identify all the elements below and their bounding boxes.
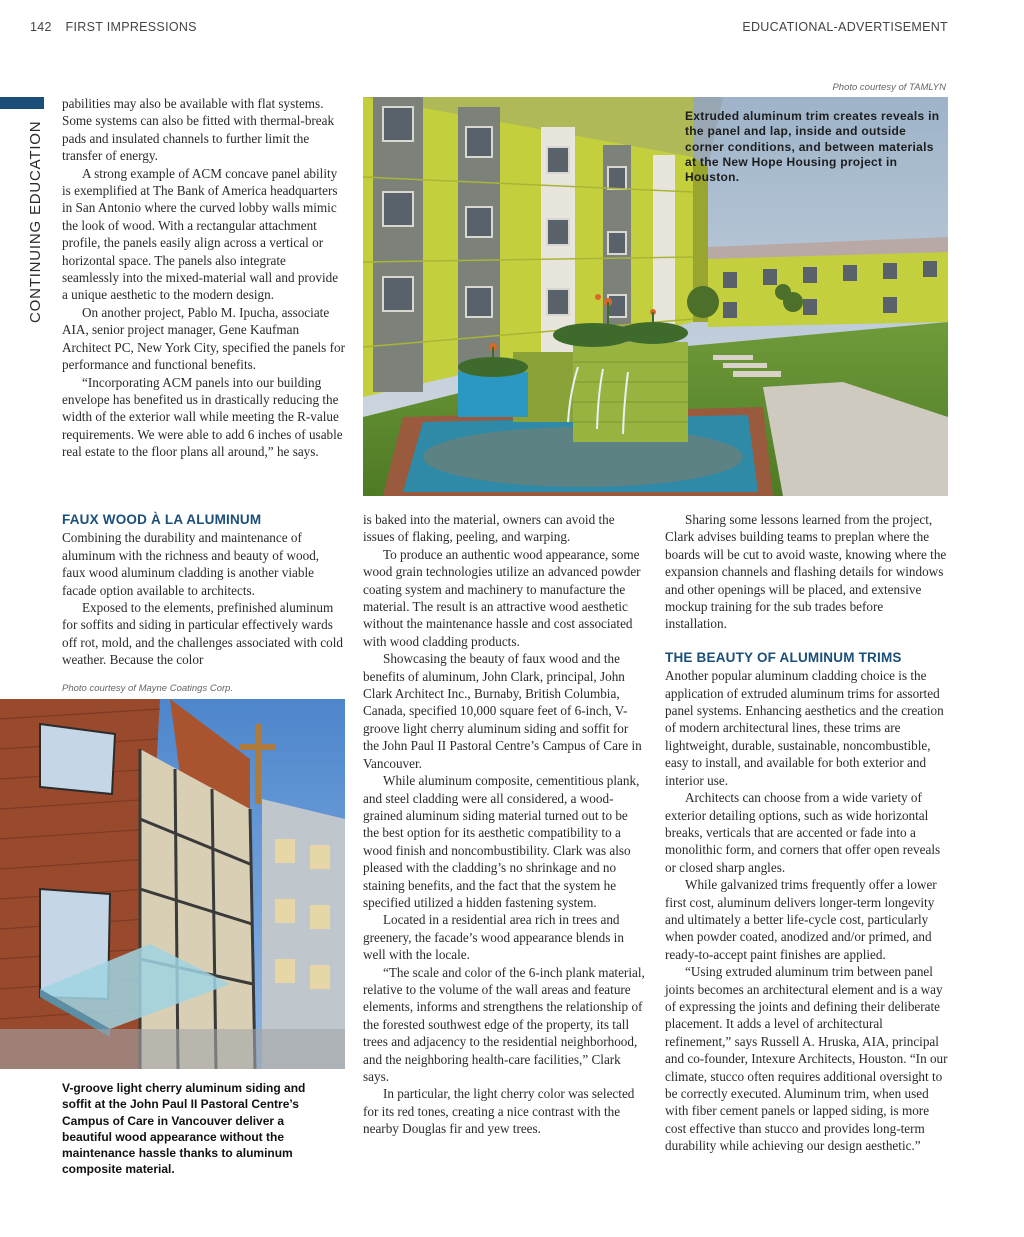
section-title: FIRST IMPRESSIONS [65, 20, 197, 34]
column-1-section [62, 511, 345, 669]
body-paragraph: “The scale and color of the 6-inch plank material, relative to the volume of the wall areas and feature elements, informs and strengthens the relationship of the forested southwest edge of the property, its tall trees and adjacency to the residential neighborhood, and the neighboring health-care facilities,” Clark says. [363, 964, 645, 1084]
column-2-text [363, 511, 646, 1138]
continuing-education-label: CONTINUING EDUCATION [27, 120, 44, 323]
body-paragraph: In particular, the light cherry color was selected for its red tones, creating a nice contrast with the nearby Douglas fir and yew trees. [363, 1086, 635, 1137]
section-heading-aluminum-trims: THE BEAUTY OF ALUMINUM TRIMS [665, 649, 902, 665]
bottom-photo-caption: V-groove light cherry aluminum siding and soffit at the John Paul II Pastoral Centre’s Campus of Care in Vancouver deliver a beautiful wood appearance without the maintenance hassle thanks to aluminum composite material. [62, 1081, 306, 1177]
body-paragraph: is baked into the material, owners can avoid the issues of flaking, peeling, and warping. [363, 512, 615, 545]
top-photo-caption: Extruded aluminum trim creates reveals in the panel and lap, inside and outside corner conditions, and between materials at the New Hope Housing project in Houston. [685, 109, 940, 185]
body-paragraph: On another project, Pablo M. Ipucha, associate AIA, senior project manager, Gene Kaufman Architect PC, New York City, specified the panels for performance and functional benefits. [62, 304, 345, 373]
body-paragraph: While aluminum composite, cementitious plank, and steel cladding were all considered, a wood-grained aluminum siding material turned out to be the best option for its aesthetic compatibility to a wood finish and noncombustibility. Clark was also pleased with the cladding’s no shrinkage and no staining benefits, and the fact that the system he specified utilized a hidden fastening system. [363, 773, 640, 910]
body-paragraph: Another popular aluminum cladding choice is the application of extruded aluminum trims for assorted panel systems. Enhancing aesthetics and the creation of modern architectural lines, these trims are lightweight, durable, sustainable, noncombustible, easy to install, and available for both exterior and interior use. [665, 668, 944, 788]
body-paragraph: Combining the durability and maintenance of aluminum with the richness and beauty of wood, faux wood aluminum cladding is another viable facade option available to architects. [62, 530, 320, 598]
bottom-photo-credit: Photo courtesy of Mayne Coatings Corp. [62, 683, 234, 694]
body-paragraph: pabilities may also be available with flat systems. Some systems can also be fitted with thermal-break pads and insulated channels to further limit the transfer of energy. [62, 96, 335, 164]
pastoral-centre-photo [0, 699, 345, 1069]
page-number: 142 [30, 20, 52, 34]
sidebar-accent-bar [0, 97, 44, 109]
body-paragraph: “Incorporating ACM panels into our building envelope has benefited us in drastically reducing the width of the exterior wall while meeting the R-value requirements. We were able to add 6 inches of usable real estate to the floor plans all around,” he says. [62, 374, 343, 460]
section-heading-faux-wood: FAUX WOOD À LA ALUMINUM [62, 512, 262, 527]
body-paragraph: Exposed to the elements, prefinished aluminum for soffits and siding in particular effectively wards off rot, mold, and the challenges associated with cold weather. Because the color [62, 600, 344, 668]
body-paragraph: Architects can choose from a wide variety of exterior detailing options, such as wide horizontal breaks, verticals that are accented or fade into a monolithic form, and corners that offer open reveals or closed sharp angles. [665, 790, 941, 875]
body-paragraph: A strong example of ACM concave panel ability is exemplified at The Bank of America headquarters in San Antonio where the curved lobby walls mimic the look of wood. With a rectangular attachment profile, the panels easily align across a vertical or horizontal space. The panels also integrate seamlessly into the mixed-material wall and provide a unique aesthetic to the modern design. [62, 165, 339, 303]
body-paragraph: Located in a residential area rich in trees and greenery, the facade’s wood appearance blends in well with the locale. [363, 912, 624, 963]
body-paragraph: Showcasing the beauty of faux wood and the benefits of aluminum, John Clark, principal, John Clark Architect Inc., Burnaby, British Columbia, Canada, specified 10,000 square feet of 6-inch, V-groove light cherry aluminum siding and soffit for the John Paul II Pastoral Centre’s Campus of Care in Vancouver. [363, 651, 642, 771]
top-photo-credit: Photo courtesy of TAMLYN [832, 82, 946, 93]
body-paragraph: To produce an authentic wood appearance, some wood grain technologies utilize an advanced powder coating system and machinery to manufacture the material. The result is an attractive wood aesthetic without the maintenance hassle and cost associated with wood cladding products. [363, 546, 641, 649]
pastoral-centre-illustration [0, 699, 345, 1069]
body-paragraph: Sharing some lessons learned from the project, Clark advises building teams to preplan where the boards will be cut to avoid waste, knowing where the expansion channels and flashing details for windows and other openings will be placed, and extensive mockup training for the sub trades before installation. [665, 512, 947, 632]
column-1-top-text [62, 95, 345, 461]
body-paragraph: “Using extruded aluminum trim between panel joints becomes an architectural element and is a way of expressing the joints and defining their deliberate placement. It adds a level of architectural refinement,” says Russell A. Hruska, AIA, principal and co-founder, Intexure Architects, Houston. “In our climate, stucco often requires additional oversight to be correctly executed. Aluminum trim, when used with fiber cement panels or lapped siding, is more cost effective than stucco and provides long-term durability while achieving our design aesthetic.” [665, 964, 948, 1154]
body-paragraph: While galvanized trims frequently offer a lower first cost, aluminum delivers longer-term longevity and ultimately a better life-cycle cost, particularly when powder coated, anodized and/or primed, and ready-to-accept paint finishes are applied. [665, 877, 937, 962]
running-header [30, 20, 197, 34]
courtyard-photo [363, 97, 948, 496]
column-3-text [665, 511, 948, 1155]
educational-advertisement-label: EDUCATIONAL-ADVERTISEMENT [742, 20, 948, 34]
